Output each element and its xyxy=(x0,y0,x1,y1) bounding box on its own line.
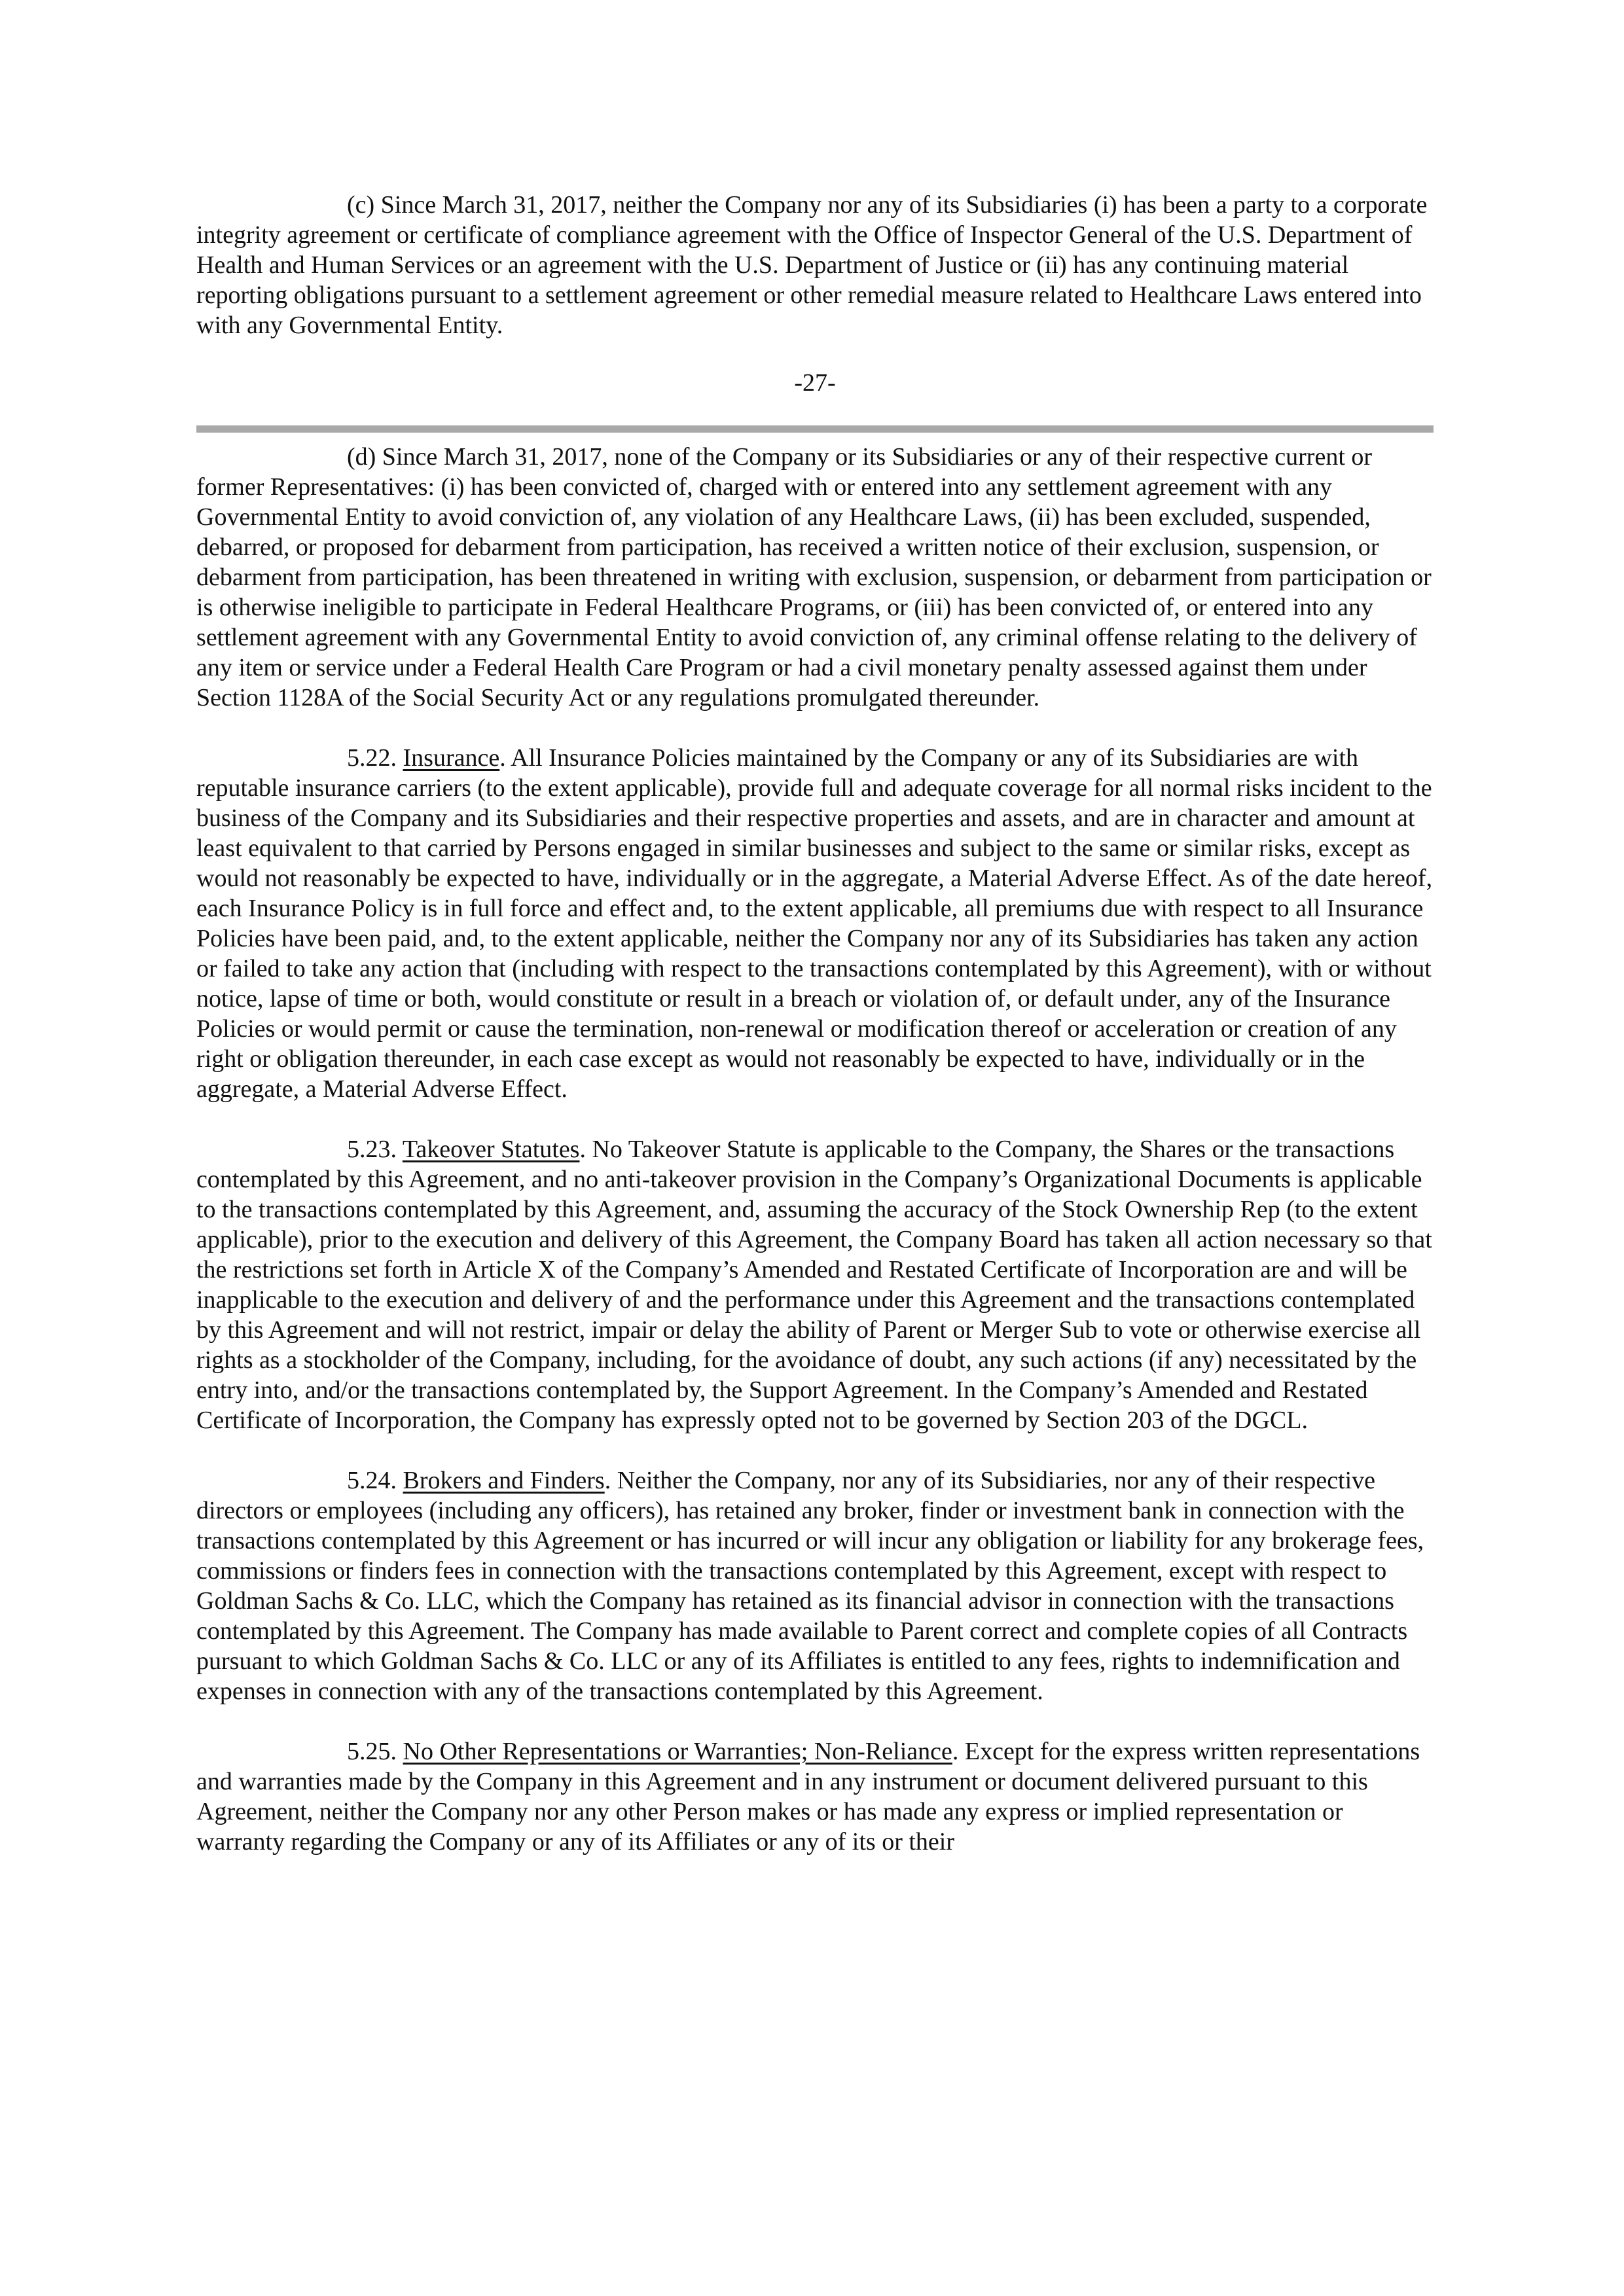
section-5-24-number: 5.24. xyxy=(347,1467,397,1494)
section-5-25 xyxy=(196,1736,1434,1857)
section-5-23-number: 5.23. xyxy=(347,1136,397,1163)
page-number: -27- xyxy=(794,369,836,397)
paragraph-d: (d) Since March 31, 2017, none of the Company or its Subsidiaries or any of their respective current or former Representatives: (i) has been convicted of, charged with or entered into any settlement agreement with any Governmental Entity to avoid conviction of, any violation of any Healthcare Laws, (ii) has been excluded, suspended, debarred, or proposed for debarment from participation, has received a written notice of their exclusion, suspension, or debarment from participation, has been threatened in writing with exclusion, suspension, or debarment from participation or is otherwise ineligible to participate in Federal Healthcare Programs, or (iii) has been convicted of, or entered into any settlement agreement with any Governmental Entity to avoid conviction of, any criminal offense relating to the delivery of any item or service under a Federal Health Care Program or had a civil monetary penalty assessed against them under Section 1128A of the Social Security Act or any regulations promulgated thereunder. xyxy=(196,443,1432,711)
section-5-25-number: 5.25. xyxy=(347,1738,397,1765)
section-5-25-body: . Except for the express written representations and warranties made by the Company in this Agreement and in any instrument or document delivered pursuant to this Agreement, neither the Company nor any other Person makes or has made any express or implied representation or warranty regarding the Company or any of its Affiliates or any of its or their xyxy=(196,1738,1420,1856)
section-5-22-number: 5.22. xyxy=(347,744,397,772)
section-5-22 xyxy=(196,743,1434,1104)
section-5-25-heading: No Other Representations or Warranties; Non-Reliance xyxy=(403,1738,952,1765)
section-5-23 xyxy=(196,1134,1434,1435)
document-page xyxy=(196,190,1434,1857)
page-break-divider xyxy=(196,425,1434,433)
section-5-22-heading: Insurance xyxy=(403,744,500,772)
section-5-23-body: . No Takeover Statute is applicable to the Company, the Shares or the transactions contemplated by this Agreement, and no anti-takeover provision in the Company’s Organizational Documents is applicable to the transactions contemplated by this Agreement, and, assuming the accuracy of the Stock Ownership Rep (to the extent applicable), prior to the execution and delivery of this Agreement, the Company Board has taken all action necessary so that the restrictions set forth in Article X of the Company’s Amended and Restated Certificate of Incorporation are and will be inapplicable to the execution and delivery of and the performance under this Agreement and the transactions contemplated by this Agreement and will not restrict, impair or delay the ability of Parent or Merger Sub to vote or otherwise exercise all rights as a stockholder of the Company, including, for the avoidance of doubt, any such actions (if any) necessitated by the entry into, and/or the transactions contemplated by, the Support Agreement. In the Company’s Amended and Restated Certificate of Incorporation, the Company has expressly opted not to be governed by Section 203 of the DGCL. xyxy=(196,1136,1432,1434)
section-5-24 xyxy=(196,1465,1434,1706)
section-5-24-heading: Brokers and Finders xyxy=(403,1467,605,1494)
paragraph-c: (c) Since March 31, 2017, neither the Company nor any of its Subsidiaries (i) has been a party to a corporate integrity agreement or certificate of compliance agreement with the Office of Inspector General of the U.S. Department of Health and Human Services or an agreement with the U.S. Department of Justice or (ii) has any continuing material reporting obligations pursuant to a settlement agreement or other remedial measure related to Healthcare Laws entered into with any Governmental Entity. xyxy=(196,191,1428,339)
section-5-24-body: . Neither the Company, nor any of its Subsidiaries, nor any of their respective directors or employees (including any officers), has retained any broker, finder or investment bank in connection with the transactions contemplated by this Agreement or has incurred or will incur any obligation or liability for any brokerage fees, commissions or finders fees in connection with the transactions contemplated by this Agreement, except with respect to Goldman Sachs & Co. LLC, which the Company has retained as its financial advisor in connection with the transactions contemplated by this Agreement. The Company has made available to Parent correct and complete copies of all Contracts pursuant to which Goldman Sachs & Co. LLC or any of its Affiliates is entitled to any fees, rights to indemnification and expenses in connection with any of the transactions contemplated by this Agreement. xyxy=(196,1467,1424,1705)
section-5-23-heading: Takeover Statutes xyxy=(402,1136,580,1163)
section-5-22-body: . All Insurance Policies maintained by the Company or any of its Subsidiaries are with reputable insurance carriers (to the extent applicable), provide full and adequate coverage for all normal risks incident to the business of the Company and its Subsidiaries and their respective properties and assets, and are in character and amount at least equivalent to that carried by Persons engaged in similar businesses and subject to the same or similar risks, except as would not reasonably be expected to have, individually or in the aggregate, a Material Adverse Effect. As of the date hereof, each Insurance Policy is in full force and effect and, to the extent applicable, all premiums due with respect to all Insurance Policies have been paid, and, to the extent applicable, neither the Company nor any of its Subsidiaries has taken any action or failed to take any action that (including with respect to the transactions contemplated by this Agreement), with or without notice, lapse of time or both, would constitute or result in a breach or violation of, or default under, any of the Insurance Policies or would permit or cause the termination, non-renewal or modification thereof or acceleration or creation of any right or obligation thereunder, in each case except as would not reasonably be expected to have, individually or in the aggregate, a Material Adverse Effect. xyxy=(196,744,1433,1103)
